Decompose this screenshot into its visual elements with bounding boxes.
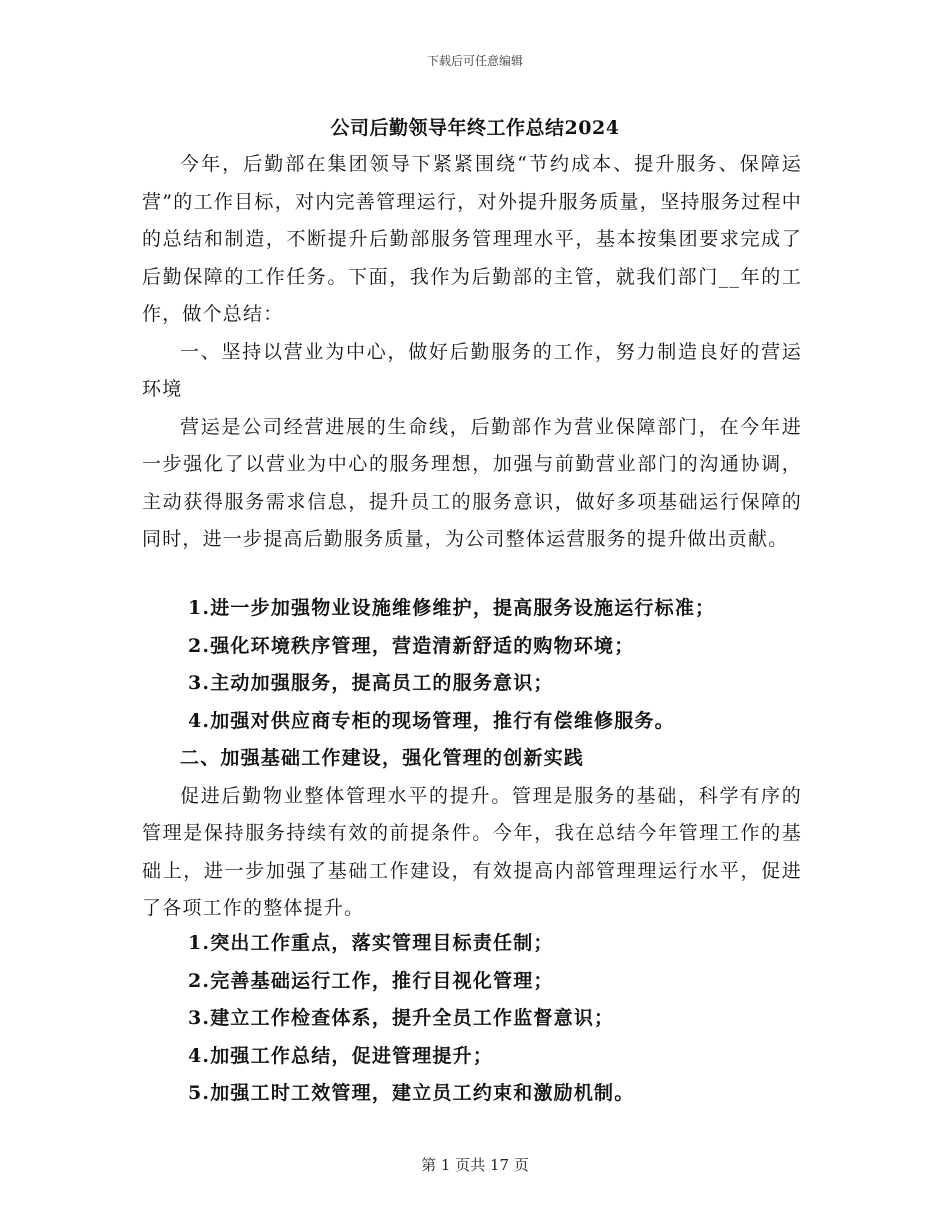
section2-paragraph: 促进后勤物业整体管理水平的提升。管理是服务的基础，科学有序的管理是保持服务持续有效的前提条件。今年，我在总结今年管理工作的基础上，进一步加强了基础工作建设，有效提高内部管理理运行水平，促进了各项工作的整体提升。	[142, 784, 802, 919]
list-item: 3.建立工作检查体系，提升全员工作监督意识；	[188, 1007, 615, 1029]
list-item: 2.完善基础运行工作，推行目视化管理；	[188, 969, 554, 992]
section2-heading: 二、加强基础工作建设，强化管理的创新实践	[180, 747, 585, 769]
list-item: 3.主动加强服务，提高员工的服务意识；	[188, 672, 554, 694]
list-item: 4.加强对供应商专柜的现场管理，推行有偿维修服务。	[188, 709, 675, 732]
list-item: 1.进一步加强物业设施维修维护，提高服务设施运行标准；	[188, 597, 716, 619]
page-header-note: 下载后可任意编辑	[426, 54, 523, 68]
section1-list	[142, 590, 802, 928]
section2-list	[142, 925, 802, 1113]
list-item: 5.加强工时工效管理，建立员工约束和激励机制。	[188, 1082, 635, 1104]
document-body	[142, 146, 802, 559]
section1-paragraph: 营运是公司经营进展的生命线，后勤部作为营业保障部门，在今年进一步强化了以营业为中心的服务理想，加强与前勤营业部门的沟通协调，主动获得服务需求信息，提升员工的服务意识，做好多项基础运行保障的同时，进一步提高后勤服务质量，为公司整体运营服务的提升做出贡献。	[142, 415, 802, 550]
section1-heading: 一、坚持以营业为中心，做好后勤服务的工作，努力制造良好的营运环境	[142, 340, 802, 400]
list-item: 2.强化环境秩序管理，营造清新舒适的购物环境；	[188, 634, 635, 657]
page-number: 第 1 页共 17 页	[421, 1156, 529, 1174]
list-item: 1.突出工作重点，落实管理目标责任制；	[188, 932, 554, 954]
intro-paragraph: 今年，后勤部在集团领导下紧紧围绕“节约成本、提升服务、保障运营”的工作目标，对内完善管理运行，对外提升服务质量，坚持服务过程中的总结和制造，不断提升后勤部服务管理理水平，基本按集团要求完成了后勤保障的工作任务。下面，我作为后勤部的主管，就我们部门__年的工作，做个总结：	[142, 153, 802, 325]
list-item: 4.加强工作总结，促进管理提升；	[188, 1044, 494, 1067]
document-title: 公司后勤领导年终工作总结2024	[330, 117, 620, 139]
